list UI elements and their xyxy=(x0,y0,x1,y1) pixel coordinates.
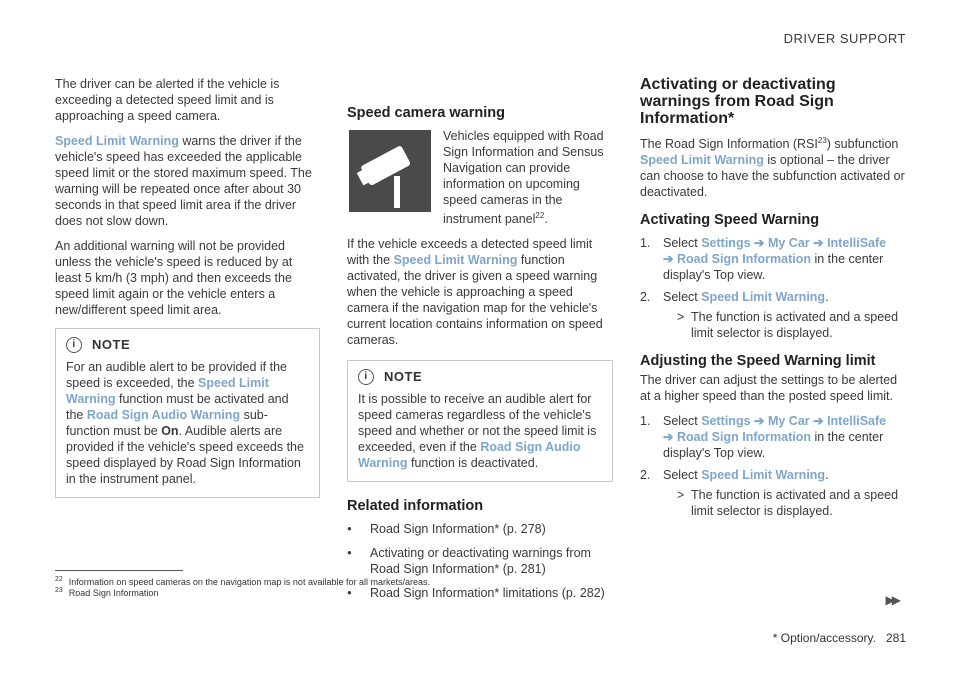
column-1 xyxy=(55,76,320,498)
footnote-22: $^{22}$ Information on speed cameras on the navigation map is not available for all markets/areas. xyxy=(55,576,430,587)
note-box xyxy=(55,328,320,498)
arrow-right-icon: ➔ xyxy=(663,430,677,445)
column-3 xyxy=(640,76,908,525)
arrow-right-icon: ➔ xyxy=(809,236,828,251)
page-footer xyxy=(773,630,906,646)
note-title: i NOTE xyxy=(66,337,309,353)
note-box-2 xyxy=(347,360,613,482)
note-title: i NOTE xyxy=(358,369,602,385)
intro-paragraph: The driver can be alerted if the vehicle is exceeding a detected speed limit and is approaching a speed camera. xyxy=(55,77,280,123)
related-link[interactable]: ● Road Sign Information* limitations (p. 282) xyxy=(347,585,613,601)
step-result: > The function is activated and a speed limit selector is displayed. xyxy=(677,488,899,519)
step-1: 1. Select Settings ➔ My Car ➔ IntelliSafe ➔ Road Sign Information in the center display's Top view. xyxy=(640,414,887,461)
speed-camera-heading: Speed camera warning xyxy=(347,105,505,121)
footnote-divider xyxy=(55,570,183,571)
info-icon: i xyxy=(358,369,374,385)
step-2: 2. Select Speed Limit Warning. > The function is activated and a speed limit selector is displayed. xyxy=(640,467,908,519)
related-link[interactable]: ● Road Sign Information* (p. 278) xyxy=(347,521,613,537)
speed-limit-warning-paragraph: Speed Limit Warning warns the driver if the vehicle's speed has exceeded the applicable speed limit or the stored maximum speed. The warning will be repeated once after about 30 seconds in that speed limit area if the driver does not slow down. xyxy=(55,134,312,228)
column-2 xyxy=(347,107,613,609)
note-text: It is possible to receive an audible alert for speed cameras regardless of the vehicle's speed and whether or not the speed limit is exceeded, even if the Road Sign Audio Warning function is deactivated. xyxy=(358,392,597,471)
next-page-icon[interactable]: ▶▶ xyxy=(885,593,898,607)
arrow-right-icon: ➔ xyxy=(750,236,768,251)
arrow-right-icon: ➔ xyxy=(663,252,677,267)
note-text: For an audible alert to be provided if the speed is exceeded, the Speed Limit Warning function must be activated and the Road Sign Audio Warning sub-function must be On. Audible alerts are provided if the vehicle's speed exceeds the speed displayed by Road Sign Information in the instrument panel. xyxy=(66,360,304,486)
speed-camera-icon xyxy=(347,128,433,214)
section-header: DRIVER SUPPORT xyxy=(783,31,906,46)
arrow-right-icon: ➔ xyxy=(809,414,828,429)
related-information-heading: Related information xyxy=(347,498,484,515)
related-link[interactable]: ● Activating or deactivating warnings from Road Sign Information* (p. 281) xyxy=(347,545,613,577)
speed-limit-warning-term: Speed Limit Warning xyxy=(55,134,179,148)
adjusting-intro-paragraph: The driver can adjust the settings to be alerted at a higher speed than the posted speed limit. xyxy=(640,373,898,404)
speed-camera-warning-paragraph: If the vehicle exceeds a detected speed limit with the Speed Limit Warning function activated, the driver is given a speed warning when the vehicle is approaching a speed camera if the navigation map for the vehicle's current location contains information on speed cameras. xyxy=(347,237,603,348)
step-result: > The function is activated and a speed limit selector is displayed. xyxy=(677,310,899,341)
footnote-23: $^{23}$ Road Sign Information xyxy=(55,587,159,598)
step-1: 1. Select Settings ➔ My Car ➔ IntelliSafe ➔ Road Sign Information in the center display's Top view. xyxy=(640,236,887,283)
page-number: 281 xyxy=(885,631,906,645)
rsi-intro-paragraph: The Road Sign Information (RSI$^{23}$) subfunction Speed Limit Warning is optional – the driver can choose to have the subfunction activated or deactivated. xyxy=(640,136,905,200)
step-2: 2. Select Speed Limit Warning. > The function is activated and a speed limit selector is displayed. xyxy=(640,289,908,341)
info-icon: i xyxy=(66,337,82,353)
speed-camera-paragraph: Vehicles equipped with Road Sign Information and Sensus Navigation can provide information on upcoming speed cameras in the instrument panel$^{22}$. xyxy=(443,129,604,227)
option-accessory-note: * Option/accessory. xyxy=(772,631,876,645)
arrow-right-icon: ➔ xyxy=(750,414,768,429)
activating-speed-warning-heading: Activating Speed Warning xyxy=(640,212,820,229)
related-links-list xyxy=(347,521,613,601)
adjusting-speed-warning-heading: Adjusting the Speed Warning limit xyxy=(640,353,876,370)
additional-warning-paragraph: An additional warning will not be provided unless the vehicle's speed is reduced by at least 5 km/h (3 mph) and then exceeds the speed limit again or the vehicle enters a new/different speed limit area. xyxy=(55,239,293,317)
activating-deactivating-heading: Activating or deactivating warnings from Road Sign Information* xyxy=(640,76,836,127)
